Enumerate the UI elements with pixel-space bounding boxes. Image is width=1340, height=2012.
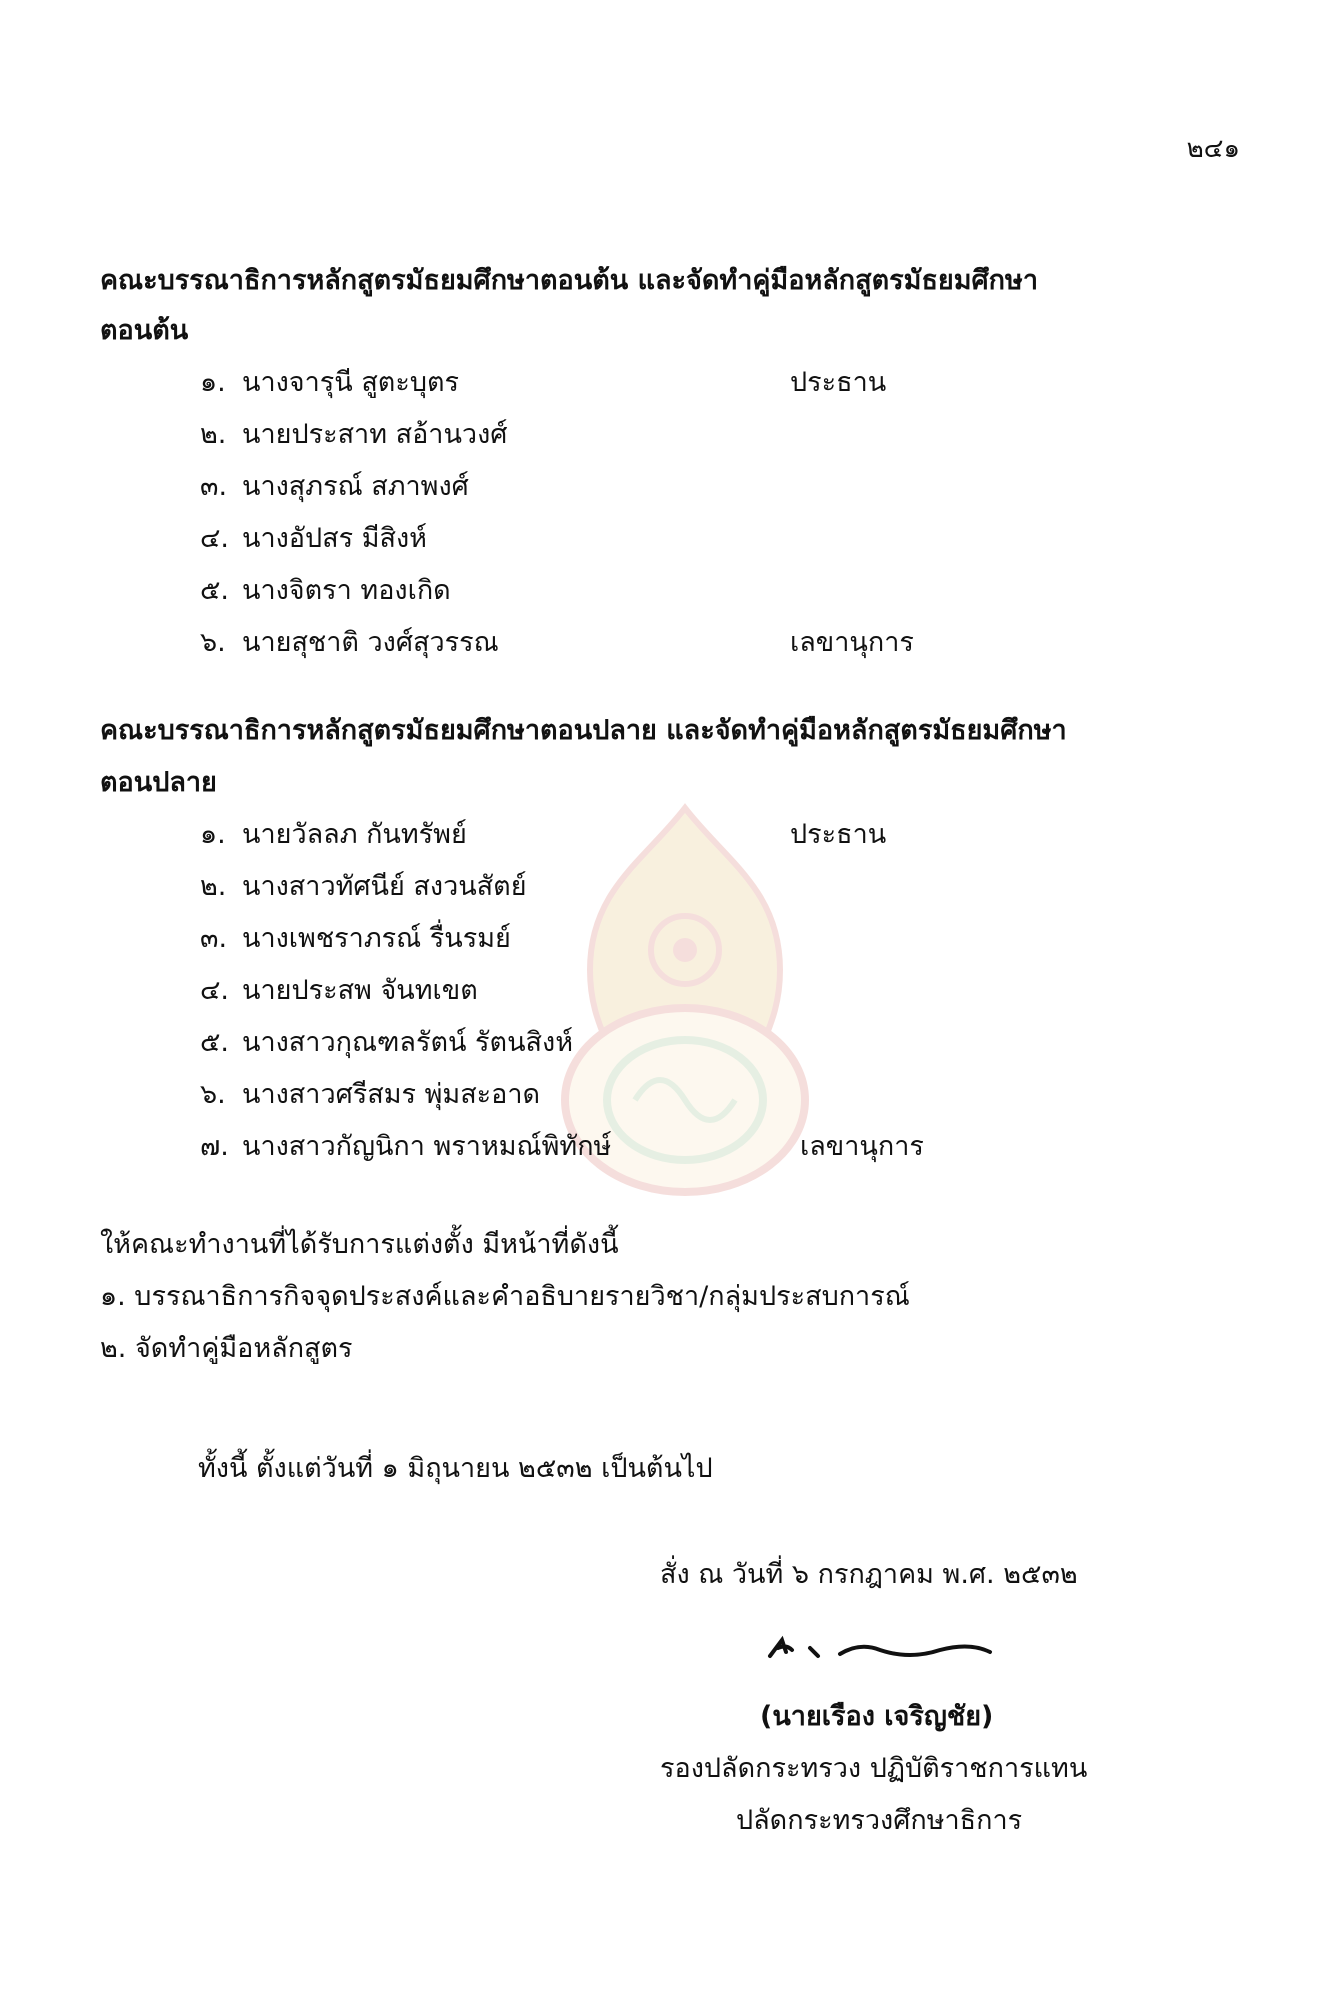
member-number: ๔.: [200, 523, 230, 554]
committee-lower-member: [0, 516, 1340, 556]
member-name: นางสุภรณ์ สภาพงศ์: [242, 471, 469, 502]
member-number: ๕.: [200, 1027, 230, 1058]
handwritten-signature: [760, 1618, 1040, 1678]
duty-item: ๑. บรรณาธิการกิจจุดประสงค์และคำอธิบายรายวิชา/กลุ่มประสบการณ์: [100, 1281, 910, 1312]
member-number: ๗.: [200, 1131, 229, 1162]
committee-lower-member: [0, 568, 1340, 608]
member-name: นางสาวศรีสมร พุ่มสะอาด: [242, 1079, 541, 1110]
page-number: ๒๔๑: [1186, 134, 1240, 164]
committee-lower-member: [0, 412, 1340, 452]
member-name: นายสุชาติ วงศ์สุวรรณ: [242, 627, 499, 658]
effective-date: ทั้งนี้ ตั้งแต่วันที่ ๑ มิถุนายน ๒๕๓๒ เป็นต้นไป: [198, 1453, 713, 1484]
order-date: สั่ง ณ วันที่ ๖ กรกฎาคม พ.ศ. ๒๕๓๒: [660, 1559, 1078, 1590]
member-name: นางอัปสร มีสิงห์: [242, 523, 427, 554]
signatory-title-line2: ปลัดกระทรวงศึกษาธิการ: [736, 1805, 1023, 1836]
member-number: ๕.: [200, 575, 230, 606]
member-number: ๒.: [200, 419, 227, 450]
member-number: ๔.: [200, 975, 230, 1006]
committee-upper-member: [0, 1020, 1340, 1060]
committee-upper-member: [0, 968, 1340, 1008]
duties-intro: ให้คณะทำงานที่ได้รับการแต่งตั้ง มีหน้าที่ดังนี้: [100, 1229, 619, 1260]
duty-item: ๒. จัดทำคู่มือหลักสูตร: [100, 1333, 353, 1364]
committee-lower-heading-line1: คณะบรรณาธิการหลักสูตรมัธยมศึกษาตอนต้น และจัดทำคู่มือหลักสูตรมัธยมศึกษา: [100, 265, 1038, 296]
member-name: นางสาวกุณฑลรัตน์ รัตนสิงห์: [242, 1027, 573, 1058]
member-number: ๖.: [200, 1079, 226, 1110]
committee-upper-heading-line1: คณะบรรณาธิการหลักสูตรมัธยมศึกษาตอนปลาย และจัดทำคู่มือหลักสูตรมัธยมศึกษา: [100, 715, 1067, 746]
member-number: ๓.: [200, 471, 228, 502]
signatory-name: (นายเรือง เจริญชัย): [760, 1701, 994, 1732]
member-role: ประธาน: [790, 367, 887, 398]
committee-upper-heading-line2: ตอนปลาย: [100, 767, 217, 798]
member-name: นางจารุนี สูตะบุตร: [242, 367, 460, 398]
member-name: นายวัลลภ กันทรัพย์: [242, 819, 467, 850]
member-number: ๖.: [200, 627, 226, 658]
member-name: นางสาวทัศนีย์ สงวนสัตย์: [242, 871, 527, 902]
committee-upper-member: [0, 1124, 1340, 1164]
member-name: นางจิตรา ทองเกิด: [242, 575, 451, 606]
member-number: ๓.: [200, 923, 228, 954]
member-name: นายประสพ จันทเขต: [242, 975, 478, 1006]
member-role: เลขานุการ: [800, 1131, 924, 1162]
committee-lower-heading-line2: ตอนต้น: [100, 315, 189, 346]
member-name: นางเพชราภรณ์ รื่นรมย์: [242, 923, 511, 954]
member-number: ๑.: [200, 819, 226, 850]
member-number: ๑.: [200, 367, 226, 398]
member-role: เลขานุการ: [790, 627, 914, 658]
committee-lower-member: [0, 360, 1340, 400]
member-number: ๒.: [200, 871, 227, 902]
committee-lower-member: [0, 464, 1340, 504]
member-name: นายประสาท สอ้านวงศ์: [242, 419, 508, 450]
committee-upper-member: [0, 1072, 1340, 1112]
signatory-title-line1: รองปลัดกระทรวง ปฏิบัติราชการแทน: [660, 1753, 1088, 1784]
committee-upper-member: [0, 916, 1340, 956]
committee-upper-member: [0, 864, 1340, 904]
committee-upper-member: [0, 812, 1340, 852]
committee-lower-member: [0, 620, 1340, 660]
member-name: นางสาวกัญนิกา พราหมณ์พิทักษ์: [242, 1131, 612, 1162]
member-role: ประธาน: [790, 819, 887, 850]
